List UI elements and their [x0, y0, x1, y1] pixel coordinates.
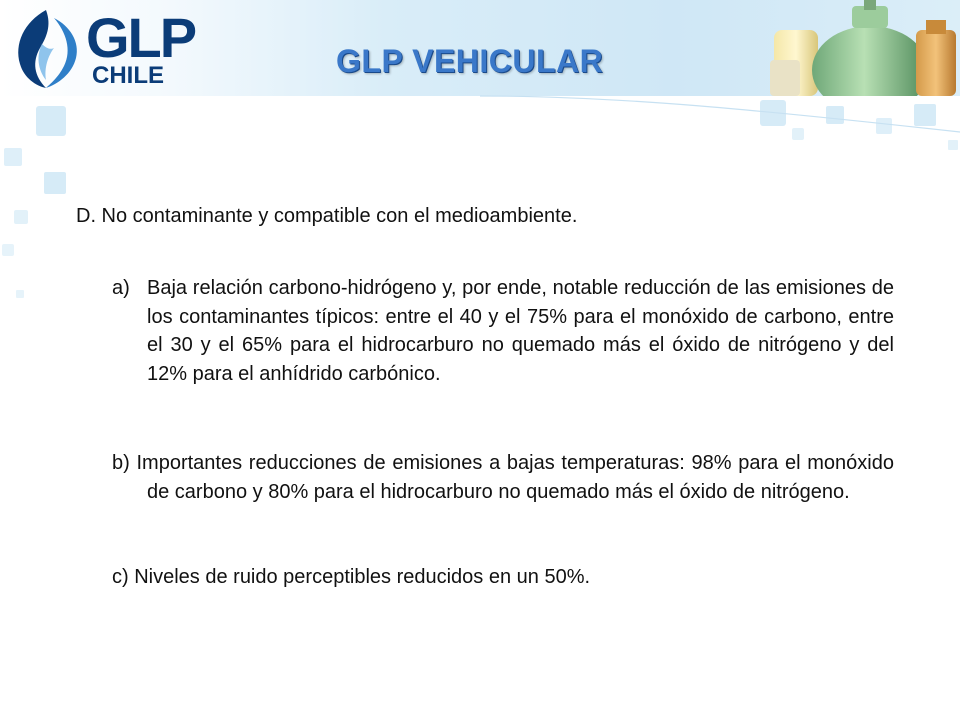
section-heading: D. No contaminante y compatible con el medioambiente.	[76, 205, 578, 227]
list-item-c: c) Niveles de ruido perceptibles reducidos en un 50%.	[112, 566, 591, 588]
list-item-b: b) Importantes reducciones de emisiones a bajas temperaturas: 98% para el monóxido de carbono y 80% para el hidrocarburo no quemado más el óxido de nitrógeno.	[112, 452, 894, 503]
logo-glp-text: GLP	[86, 6, 196, 69]
list-item-label: a)	[112, 277, 130, 299]
list-item-text: Baja relación carbono-hidrógeno y, por ende, notable reducción de las emisiones de los contaminantes típicos: entre el 40 y el 75% para el monóxido de carbono, entre el 30 y el 65% para el hidrocarburo no quemado más el óxido de nitrógeno y del 12% para el anhídrido carbónico.	[147, 277, 894, 385]
list-item-a	[112, 274, 894, 388]
glp-chile-logo	[6, 4, 196, 90]
header-banner	[0, 0, 960, 96]
page-title: GLP VEHICULAR	[336, 43, 604, 79]
flame-icon	[6, 4, 86, 90]
logo-chile-text: CHILE	[92, 62, 164, 89]
gas-tanks-image	[740, 0, 960, 96]
